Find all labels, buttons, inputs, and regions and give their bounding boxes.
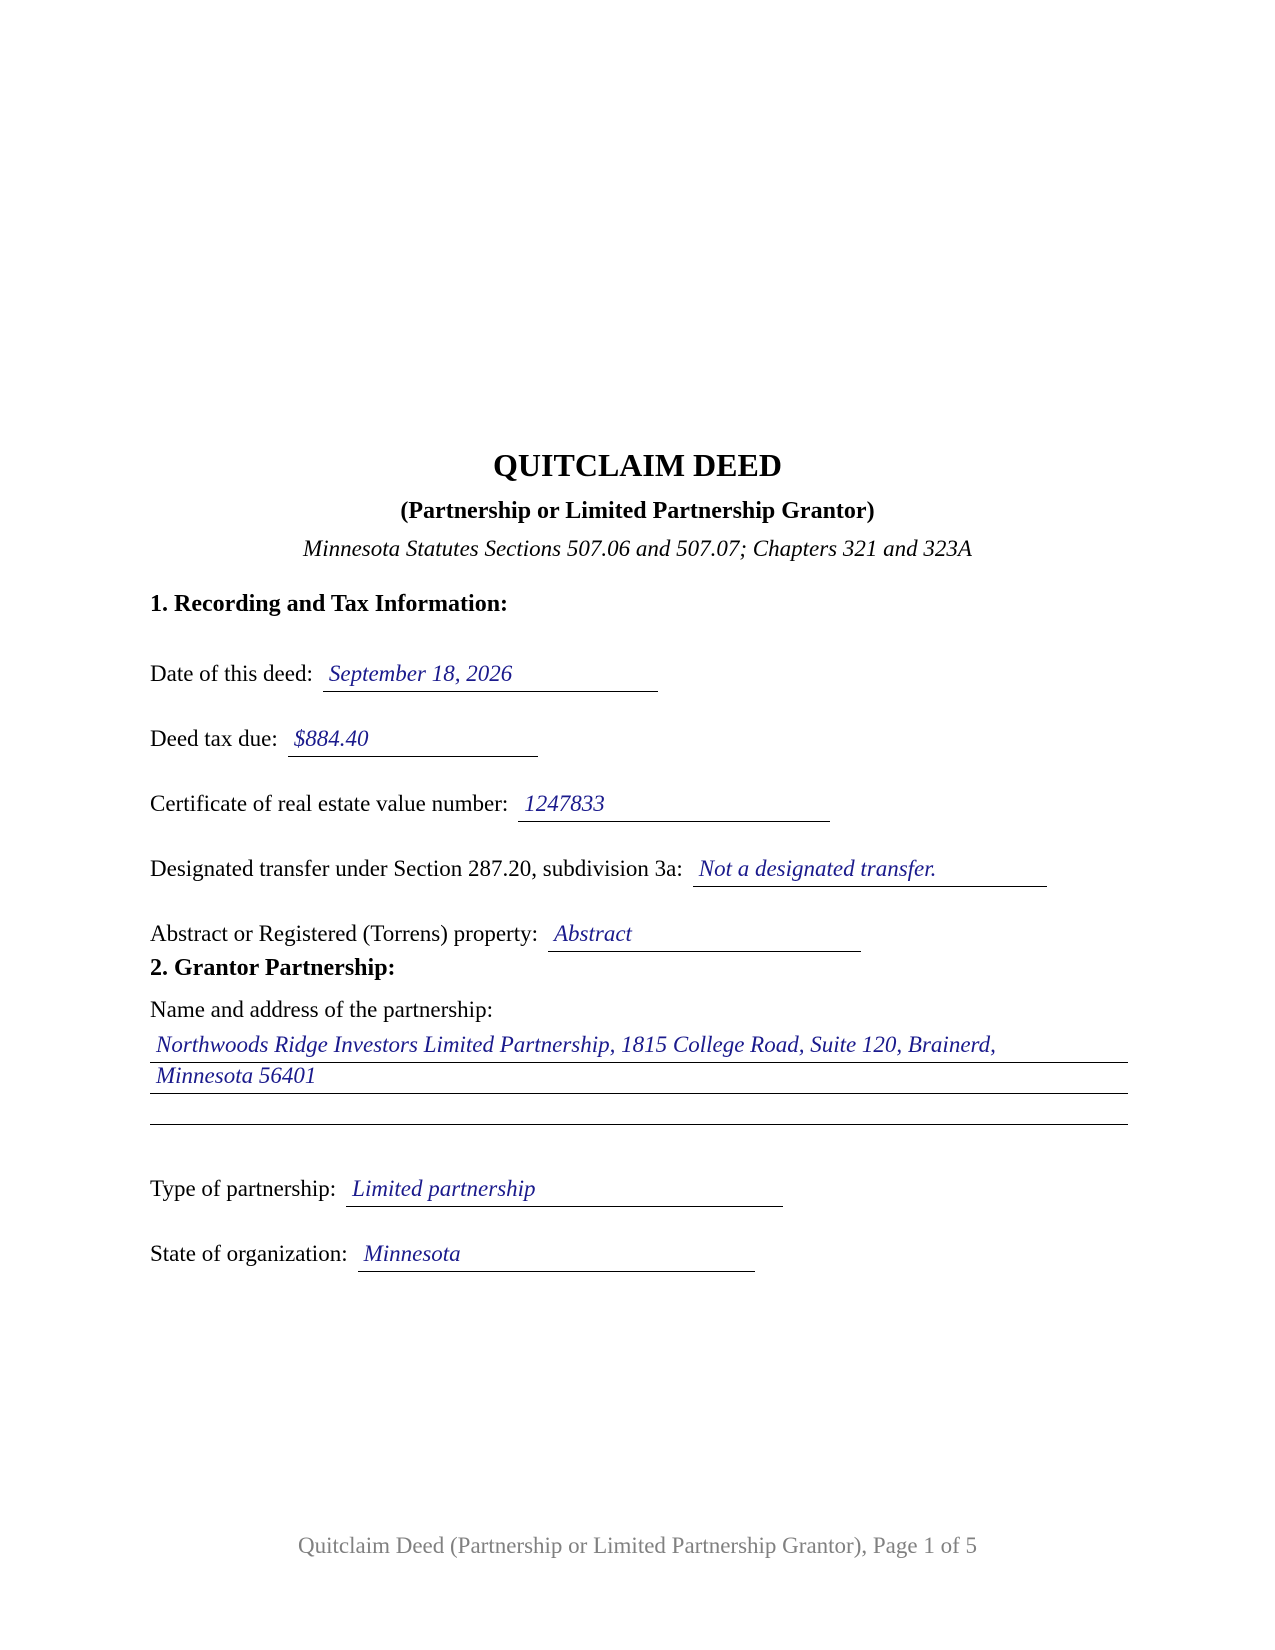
tax-label: Deed tax due: bbox=[150, 726, 278, 751]
date-row bbox=[150, 660, 658, 692]
crv-label: Certificate of real estate value number: bbox=[150, 791, 509, 816]
type-field[interactable] bbox=[346, 1175, 783, 1207]
property-value: Abstract bbox=[553, 921, 632, 946]
crv-row bbox=[150, 790, 830, 822]
state-row bbox=[150, 1240, 755, 1272]
date-value: September 18, 2026 bbox=[328, 661, 513, 686]
partnership-name-label: Name and address of the partnership: bbox=[150, 997, 493, 1022]
property-row bbox=[150, 920, 861, 952]
type-row bbox=[150, 1175, 783, 1207]
type-value: Limited partnership bbox=[352, 1176, 536, 1201]
date-field[interactable] bbox=[323, 660, 658, 692]
address-line-1-text: Northwoods Ridge Investors Limited Partnership, 1815 College Road, Suite 120, Brainerd, bbox=[156, 1032, 996, 1057]
address-line-3[interactable] bbox=[150, 1095, 1128, 1125]
designated-value: Not a designated transfer. bbox=[698, 856, 937, 881]
section-1-heading: 1. Recording and Tax Information: bbox=[150, 591, 509, 617]
address-line-1[interactable] bbox=[150, 1033, 1128, 1063]
tax-row bbox=[150, 725, 538, 757]
tax-value: $884.40 bbox=[293, 726, 369, 751]
designated-field[interactable] bbox=[693, 855, 1047, 887]
document-subtitle: (Partnership or Limited Partnership Grantor) bbox=[400, 498, 875, 524]
type-label: Type of partnership: bbox=[150, 1176, 337, 1201]
date-label: Date of this deed: bbox=[150, 661, 313, 686]
crv-field[interactable] bbox=[518, 790, 830, 822]
property-field[interactable] bbox=[548, 920, 861, 952]
designated-label: Designated transfer under Section 287.20, subdivision 3a: bbox=[150, 856, 683, 881]
designated-row bbox=[150, 855, 1047, 887]
section-2-heading: 2. Grantor Partnership: bbox=[150, 955, 396, 981]
statute-reference: Minnesota Statutes Sections 507.06 and 507.07; Chapters 321 and 323A bbox=[303, 536, 972, 561]
address-line-2[interactable] bbox=[150, 1064, 1128, 1094]
page-footer: Quitclaim Deed (Partnership or Limited Partnership Grantor), Page 1 of 5 bbox=[298, 1533, 977, 1558]
crv-value: 1247833 bbox=[524, 791, 605, 816]
property-label: Abstract or Registered (Torrens) property: bbox=[150, 921, 538, 946]
state-field[interactable] bbox=[358, 1240, 755, 1272]
state-label: State of organization: bbox=[150, 1241, 348, 1266]
document-title: QUITCLAIM DEED bbox=[493, 447, 782, 483]
address-line-2-text: Minnesota 56401 bbox=[156, 1063, 317, 1088]
tax-field[interactable] bbox=[288, 725, 538, 757]
state-value: Minnesota bbox=[363, 1241, 461, 1266]
